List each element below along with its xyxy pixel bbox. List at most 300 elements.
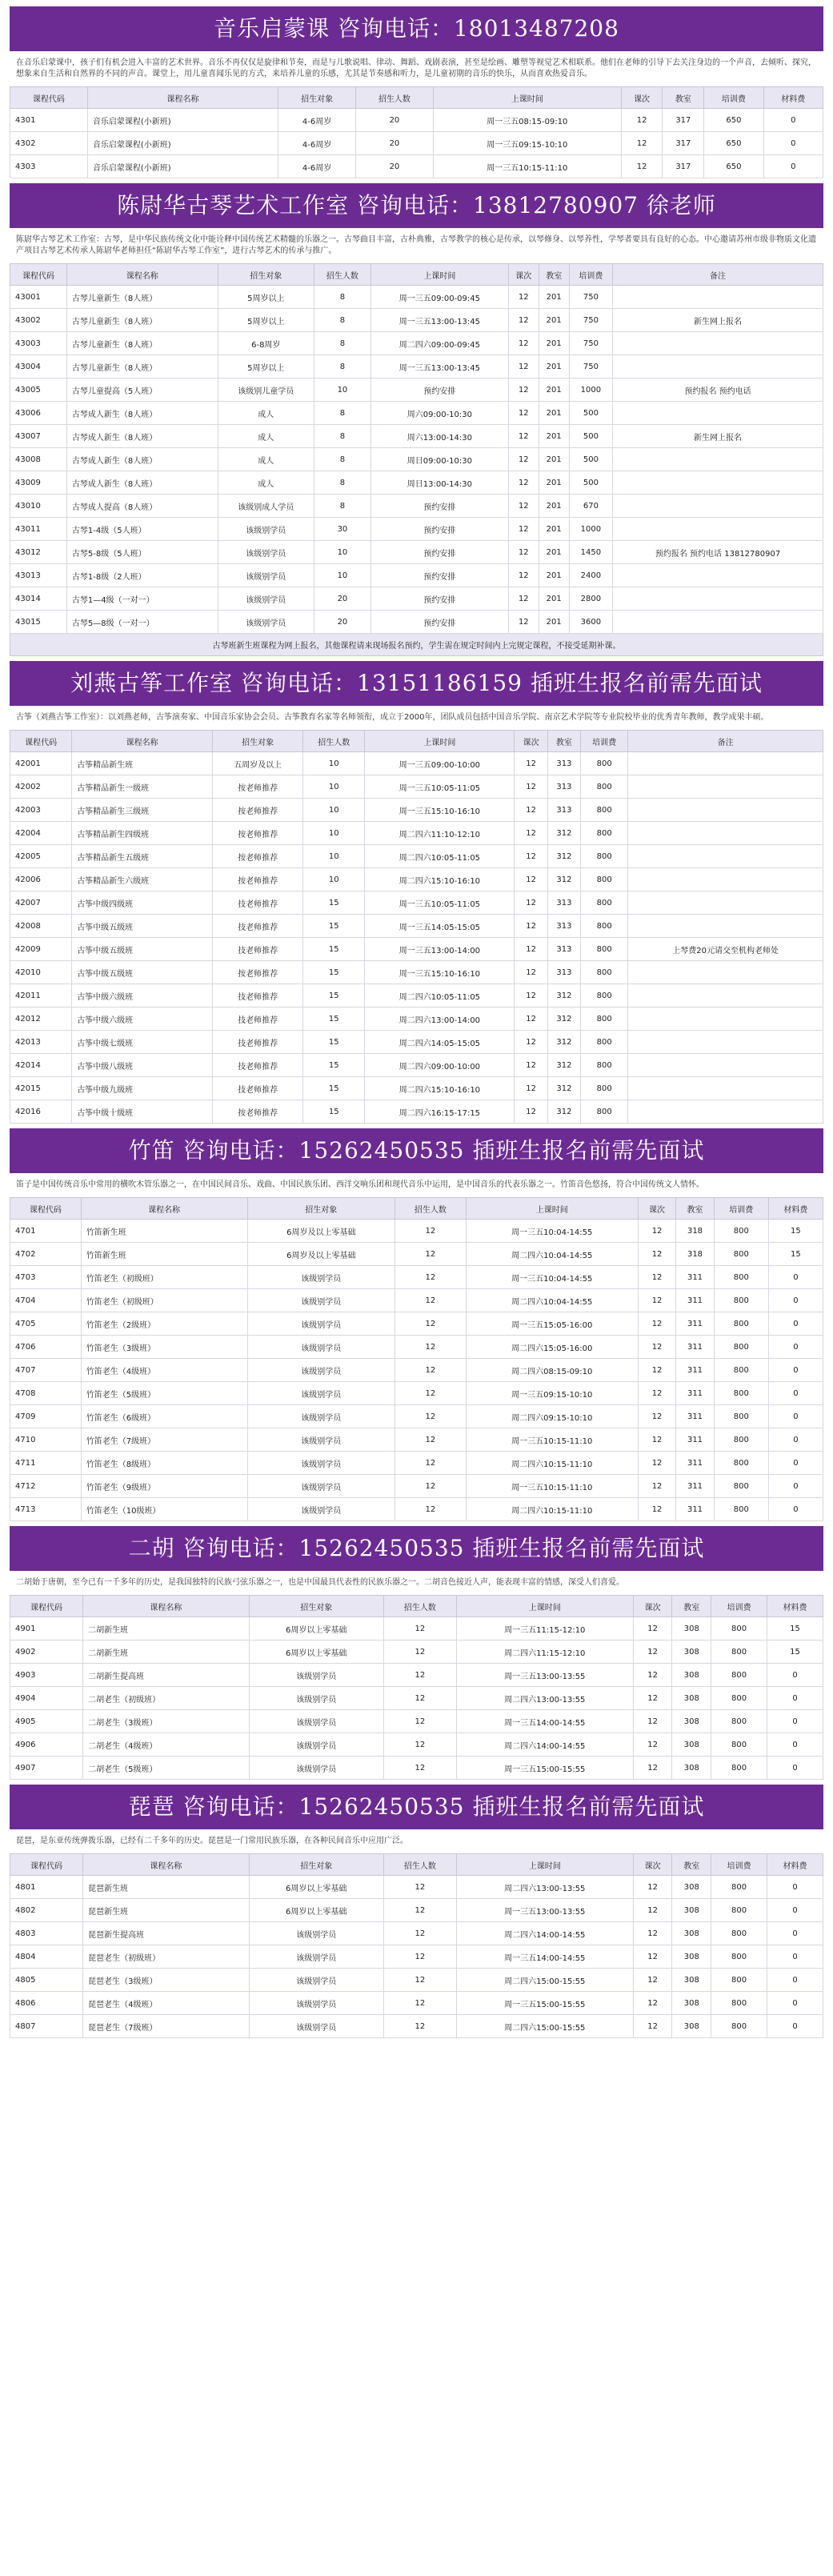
column-header: 招生人数 (383, 1854, 456, 1876)
table-cell: 6-8周岁 (218, 332, 314, 355)
table-cell: 4803 (10, 1922, 83, 1945)
table-cell: 4805 (10, 1969, 83, 1992)
table-cell: 竹笛老生（5级班） (81, 1382, 247, 1405)
table-cell: 周一三五10:05-11:05 (365, 775, 515, 799)
table-row (10, 587, 823, 611)
table-cell: 15 (303, 1054, 365, 1077)
table-cell: 12 (508, 332, 539, 355)
table-cell: 竹笛新生班 (81, 1220, 247, 1243)
table-cell: 12 (633, 1969, 672, 1992)
table-cell: 周二四六14:00-14:55 (456, 1922, 633, 1945)
table-row (10, 775, 823, 799)
table-cell: 800 (714, 1243, 768, 1266)
table-cell (628, 1031, 823, 1054)
table-cell: 12 (508, 471, 539, 495)
table-header-row (10, 264, 823, 286)
column-header: 上课时间 (456, 1596, 633, 1617)
table-cell: 竹笛老生（2级班） (81, 1312, 247, 1336)
table-cell: 二胡老生（3级班） (83, 1710, 250, 1733)
column-header: 教室 (672, 1596, 711, 1617)
table-cell: 312 (547, 1077, 580, 1100)
table-row (10, 915, 823, 938)
table-cell: 317 (663, 132, 704, 155)
table-cell: 二胡老生（4级班） (83, 1733, 250, 1757)
table-cell: 317 (663, 155, 704, 178)
table-cell: 琵琶新生提高班 (83, 1922, 250, 1945)
table-cell: 201 (539, 587, 569, 611)
table-cell: 该级别学员 (247, 1359, 394, 1382)
column-header: 上课时间 (433, 87, 621, 109)
table-cell: 8 (314, 332, 370, 355)
table-row (10, 332, 823, 355)
table-cell: 按老师推荐 (213, 1100, 303, 1124)
column-header: 备注 (628, 731, 823, 752)
table-cell: 15 (303, 961, 365, 984)
table-cell: 技老师推荐 (213, 915, 303, 938)
table-cell (613, 448, 823, 471)
column-header: 课次 (638, 1198, 675, 1220)
table-cell: 周一三五09:15-10:10 (466, 1382, 638, 1405)
table-cell: 0 (767, 1733, 823, 1757)
table-cell: 该级别学员 (247, 1428, 394, 1452)
table-cell: 二胡新生班 (83, 1617, 250, 1641)
table-cell: 竹笛老生（3级班） (81, 1336, 247, 1359)
table-cell: 43014 (10, 587, 67, 611)
table-cell: 12 (395, 1359, 467, 1382)
table-cell: 311 (676, 1498, 714, 1521)
table-cell: 0 (768, 1336, 823, 1359)
table-cell: 琵琶老生（3级班） (83, 1969, 250, 1992)
table-cell: 12 (638, 1498, 675, 1521)
table-cell: 42003 (10, 799, 72, 822)
table-cell: 按老师推荐 (213, 961, 303, 984)
table-cell: 周二四六15:00-15:55 (456, 2015, 633, 2038)
table-cell: 4702 (10, 1243, 82, 1266)
table-cell: 周二四六11:10-12:10 (365, 822, 515, 845)
table-cell: 8 (314, 355, 370, 379)
table-cell: 6周岁及以上零基础 (247, 1220, 394, 1243)
table-cell: 周一三五15:10-16:10 (365, 799, 515, 822)
table-cell: 313 (547, 938, 580, 961)
table-cell: 竹笛老生（初级班） (81, 1266, 247, 1289)
table-row (10, 938, 823, 961)
table-cell: 312 (547, 1031, 580, 1054)
table-cell: 12 (383, 1969, 456, 1992)
table-cell: 4711 (10, 1452, 82, 1475)
table-cell: 800 (581, 845, 628, 868)
table-cell: 古筝中级九级班 (72, 1077, 213, 1100)
table-cell: 311 (676, 1475, 714, 1498)
table-cell: 42014 (10, 1054, 72, 1077)
table-cell: 800 (711, 1969, 767, 1992)
table-cell: 12 (515, 1031, 547, 1054)
table-cell: 古琴儿童新生（8人班） (66, 309, 218, 332)
table-cell: 42016 (10, 1100, 72, 1124)
table-cell: 竹笛老生（6级班） (81, 1405, 247, 1428)
table-cell: 该级别成人学员 (218, 495, 314, 518)
table-cell: 15 (303, 915, 365, 938)
table-cell: 8 (314, 286, 370, 309)
table-cell: 12 (395, 1428, 467, 1452)
table-cell: 800 (581, 891, 628, 915)
table-cell: 12 (633, 1733, 672, 1757)
table-cell: 该级别学员 (249, 1757, 383, 1780)
table-cell: 500 (569, 425, 612, 448)
table-cell: 0 (768, 1382, 823, 1405)
table-cell: 42015 (10, 1077, 72, 1100)
table-cell (628, 1008, 823, 1031)
table-row (10, 1382, 823, 1405)
table-cell: 五周岁及以上 (213, 752, 303, 775)
table-cell: 43006 (10, 402, 67, 425)
table-row (10, 309, 823, 332)
table-cell: 43004 (10, 355, 67, 379)
table-row (10, 1876, 823, 1899)
table-cell: 周一三五15:10-16:10 (365, 961, 515, 984)
table-cell: 12 (508, 495, 539, 518)
table-cell: 4706 (10, 1336, 82, 1359)
table-cell: 4906 (10, 1733, 83, 1757)
table-row (10, 1428, 823, 1452)
table-cell: 42009 (10, 938, 72, 961)
table-cell: 12 (508, 286, 539, 309)
table-cell: 该级别学员 (249, 1922, 383, 1945)
table-cell: 15 (303, 984, 365, 1008)
table-header-row (10, 1596, 823, 1617)
table-cell: 12 (638, 1475, 675, 1498)
table-cell: 12 (508, 402, 539, 425)
table-cell: 周二四六10:05-11:05 (365, 845, 515, 868)
table-cell: 12 (395, 1220, 467, 1243)
table-cell: 6周岁以上零基础 (249, 1899, 383, 1922)
table-cell: 古筝精品新生五级班 (72, 845, 213, 868)
table-cell: 该级别学员 (249, 1992, 383, 2015)
table-cell: 313 (547, 775, 580, 799)
column-header: 招生对象 (278, 87, 356, 109)
table-cell: 12 (633, 1710, 672, 1733)
table-cell: 12 (383, 1664, 456, 1687)
table-cell: 800 (711, 1899, 767, 1922)
table-cell: 750 (569, 309, 612, 332)
table-cell: 技老师推荐 (213, 1031, 303, 1054)
table-cell: 15 (303, 938, 365, 961)
table-cell: 650 (704, 155, 763, 178)
column-header: 课次 (621, 87, 663, 109)
table-cell: 周二四六09:00-10:00 (365, 1054, 515, 1077)
table-cell: 成人 (218, 471, 314, 495)
table-cell: 12 (638, 1312, 675, 1336)
table-cell: 技老师推荐 (213, 1008, 303, 1031)
table-cell: 古筝中级十级班 (72, 1100, 213, 1124)
table-cell: 12 (515, 938, 547, 961)
table-row (10, 1008, 823, 1031)
table-cell: 12 (383, 1757, 456, 1780)
table-cell: 周二四六15:10-16:10 (365, 868, 515, 891)
table-cell: 古琴儿童新生（8人班） (66, 332, 218, 355)
table-cell: 800 (711, 1757, 767, 1780)
table-cell: 古筝精品新生三级班 (72, 799, 213, 822)
table-row (10, 1359, 823, 1382)
table-cell: 311 (676, 1312, 714, 1336)
table-cell: 800 (711, 1710, 767, 1733)
table-cell: 12 (383, 1641, 456, 1664)
table-cell: 周一三五13:00-13:45 (370, 309, 508, 332)
table-cell: 800 (581, 1077, 628, 1100)
table-cell (628, 845, 823, 868)
table-cell: 201 (539, 541, 569, 564)
column-header: 上课时间 (466, 1198, 638, 1220)
table-cell: 按老师推荐 (213, 822, 303, 845)
table-cell: 该级别学员 (249, 1710, 383, 1733)
table-row (10, 1969, 823, 1992)
table-cell: 古琴1-8级（2人班） (66, 564, 218, 587)
table-cell: 12 (633, 1992, 672, 2015)
table-cell (613, 286, 823, 309)
column-header: 招生对象 (218, 264, 314, 286)
table-cell: 技老师推荐 (213, 1054, 303, 1077)
table-cell (628, 1100, 823, 1124)
column-header: 课次 (633, 1596, 672, 1617)
table-cell: 周一三五10:15-11:10 (433, 155, 621, 178)
table-cell: 该级别学员 (247, 1452, 394, 1475)
column-header: 培训费 (704, 87, 763, 109)
column-header: 上课时间 (365, 731, 515, 752)
table-row (10, 379, 823, 402)
table-cell: 1450 (569, 541, 612, 564)
table-cell: 竹笛老生（9级班） (81, 1475, 247, 1498)
table-cell: 12 (395, 1475, 467, 1498)
table-cell: 800 (714, 1336, 768, 1359)
column-header: 课程代码 (10, 731, 72, 752)
table-cell: 800 (581, 1031, 628, 1054)
table-cell: 12 (633, 1876, 672, 1899)
table-cell: 15 (303, 1100, 365, 1124)
column-header: 招生对象 (249, 1854, 383, 1876)
table-cell: 12 (515, 984, 547, 1008)
course-table (10, 1853, 823, 2038)
table-cell: 201 (539, 286, 569, 309)
table-cell: 周二四六10:15-11:10 (466, 1452, 638, 1475)
table-cell: 201 (539, 471, 569, 495)
column-header: 材料费 (768, 1198, 823, 1220)
table-row (10, 1452, 823, 1475)
table-cell: 12 (638, 1243, 675, 1266)
table-cell: 12 (621, 155, 663, 178)
table-cell: 311 (676, 1266, 714, 1289)
table-cell: 42002 (10, 775, 72, 799)
column-header: 培训费 (581, 731, 628, 752)
table-cell: 周一三五14:00-14:55 (456, 1710, 633, 1733)
table-cell: 8 (314, 448, 370, 471)
table-cell: 周二四六16:15-17:15 (365, 1100, 515, 1124)
table-cell: 308 (672, 1664, 711, 1687)
table-cell: 该级别学员 (249, 2015, 383, 2038)
table-cell: 312 (547, 822, 580, 845)
table-cell: 4703 (10, 1266, 82, 1289)
table-cell: 12 (508, 541, 539, 564)
table-cell: 800 (581, 915, 628, 938)
section-description: 古筝（刘燕古筝工作室）：以刘燕老师，古筝演奏家、中国音乐家协会会员、古筝教育名家等名师领衔，成立于2000年，团队成员包括中国音乐学院、南京艺术学院等专业院校毕业的优秀青年教师，教学成果丰硕。 (16, 713, 769, 722)
table-cell: 317 (663, 109, 704, 132)
table-cell: 308 (672, 1922, 711, 1945)
table-cell: 该级别儿童学员 (218, 379, 314, 402)
table-header-row (10, 87, 823, 109)
table-cell: 周一三五13:00-14:00 (365, 938, 515, 961)
table-cell: 二胡新生提高班 (83, 1664, 250, 1687)
table-cell: 琵琶老生（7级班） (83, 2015, 250, 2038)
table-cell (628, 775, 823, 799)
table-cell: 6周岁及以上零基础 (247, 1243, 394, 1266)
section-banner: 二胡 咨询电话：15262450535 插班生报名前需先面试 (10, 1526, 823, 1571)
table-cell: 12 (383, 1899, 456, 1922)
table-cell: 预约安排 (370, 587, 508, 611)
table-cell: 4301 (10, 109, 88, 132)
table-cell: 竹笛新生班 (81, 1243, 247, 1266)
table-cell: 750 (569, 355, 612, 379)
table-row (10, 1664, 823, 1687)
course-section (10, 6, 823, 178)
table-cell: 12 (638, 1220, 675, 1243)
table-cell: 12 (383, 1876, 456, 1899)
table-cell: 42008 (10, 915, 72, 938)
table-cell: 周一三五09:00-09:45 (370, 286, 508, 309)
table-cell: 12 (515, 799, 547, 822)
section-banner: 琵琶 咨询电话：15262450535 插班生报名前需先面试 (10, 1785, 823, 1829)
table-cell: 技老师推荐 (213, 938, 303, 961)
table-cell: 201 (539, 425, 569, 448)
table-cell: 古琴成人新生（8人班） (66, 448, 218, 471)
table-row (10, 868, 823, 891)
table-header-row (10, 1198, 823, 1220)
table-row (10, 1922, 823, 1945)
table-cell: 周二四六10:04-14:55 (466, 1289, 638, 1312)
table-cell: 琵琶新生班 (83, 1899, 250, 1922)
table-cell: 琵琶新生班 (83, 1876, 250, 1899)
table-cell: 42011 (10, 984, 72, 1008)
table-cell: 800 (714, 1266, 768, 1289)
column-header: 课程代码 (10, 1198, 82, 1220)
table-cell: 12 (508, 379, 539, 402)
column-header: 课程名称 (72, 731, 213, 752)
table-cell: 201 (539, 332, 569, 355)
table-header-row (10, 731, 823, 752)
table-cell: 12 (638, 1289, 675, 1312)
table-cell: 古筝精品新生四级班 (72, 822, 213, 845)
table-row (10, 1054, 823, 1077)
table-row (10, 752, 823, 775)
table-cell: 周一三五11:15-12:10 (456, 1617, 633, 1641)
table-cell: 15 (768, 1220, 823, 1243)
table-cell: 该级别学员 (247, 1289, 394, 1312)
table-cell: 308 (672, 1899, 711, 1922)
table-cell: 4804 (10, 1945, 83, 1969)
table-cell: 0 (767, 1922, 823, 1945)
table-cell: 800 (711, 1641, 767, 1664)
table-cell: 该级别学员 (249, 1945, 383, 1969)
course-table (10, 263, 823, 634)
column-header: 课次 (508, 264, 539, 286)
table-cell: 竹笛老生（7级班） (81, 1428, 247, 1452)
table-cell: 308 (672, 1945, 711, 1969)
table-cell: 新生网上报名 (613, 309, 823, 332)
table-cell: 周六09:00-10:30 (370, 402, 508, 425)
course-table (10, 1197, 823, 1521)
table-row (10, 109, 823, 132)
table-cell: 8 (314, 471, 370, 495)
table-cell: 周二四六14:05-15:05 (365, 1031, 515, 1054)
column-header: 课次 (633, 1854, 672, 1876)
table-cell: 按老师推荐 (213, 799, 303, 822)
table-cell: 12 (395, 1243, 467, 1266)
table-cell: 古筝中级五级班 (72, 915, 213, 938)
table-cell: 4905 (10, 1710, 83, 1733)
table-cell: 4904 (10, 1687, 83, 1710)
table-cell: 42013 (10, 1031, 72, 1054)
table-cell: 0 (767, 1969, 823, 1992)
table-cell: 古筝中级六级班 (72, 1008, 213, 1031)
table-cell: 古筝精品新生六级班 (72, 868, 213, 891)
table-cell: 周一三五10:15-11:10 (466, 1475, 638, 1498)
section-banner: 音乐启蒙课 咨询电话：18013487208 (10, 6, 823, 51)
table-cell: 201 (539, 518, 569, 541)
table-cell: 技老师推荐 (213, 1077, 303, 1100)
table-cell: 12 (515, 1077, 547, 1100)
table-cell: 0 (763, 132, 823, 155)
table-cell: 12 (638, 1266, 675, 1289)
table-cell: 0 (768, 1498, 823, 1521)
table-cell: 技老师推荐 (213, 984, 303, 1008)
table-cell: 800 (714, 1382, 768, 1405)
table-cell: 312 (547, 845, 580, 868)
table-cell: 2800 (569, 587, 612, 611)
table-cell: 12 (621, 132, 663, 155)
table-cell: 竹笛老生（初级班） (81, 1289, 247, 1312)
table-cell: 周一三五10:05-11:05 (365, 891, 515, 915)
table-cell: 4303 (10, 155, 88, 178)
table-cell: 4713 (10, 1498, 82, 1521)
table-cell: 308 (672, 1710, 711, 1733)
table-cell: 周二四六13:00-13:55 (456, 1876, 633, 1899)
table-cell: 4302 (10, 132, 88, 155)
table-cell: 古琴5-8级（5人班） (66, 541, 218, 564)
table-row (10, 1220, 823, 1243)
table-cell: 12 (508, 309, 539, 332)
table-cell: 312 (547, 1054, 580, 1077)
table-cell: 312 (547, 868, 580, 891)
table-cell: 4708 (10, 1382, 82, 1405)
table-cell: 古琴儿童提高（5人班） (66, 379, 218, 402)
table-cell: 4704 (10, 1289, 82, 1312)
table-cell: 竹笛老生（8级班） (81, 1452, 247, 1475)
table-cell: 43005 (10, 379, 67, 402)
table-cell: 周一三五10:04-14:55 (466, 1266, 638, 1289)
table-cell: 313 (547, 915, 580, 938)
table-row (10, 286, 823, 309)
table-cell: 800 (711, 1876, 767, 1899)
table-cell: 42010 (10, 961, 72, 984)
table-row (10, 355, 823, 379)
table-cell: 0 (768, 1475, 823, 1498)
column-header: 课程代码 (10, 264, 67, 286)
table-cell: 43002 (10, 309, 67, 332)
table-row (10, 1899, 823, 1922)
table-row (10, 541, 823, 564)
table-cell: 500 (569, 471, 612, 495)
table-cell: 12 (638, 1405, 675, 1428)
table-row (10, 495, 823, 518)
table-cell: 音乐启蒙课程(小新班) (87, 155, 278, 178)
column-header: 材料费 (763, 87, 823, 109)
